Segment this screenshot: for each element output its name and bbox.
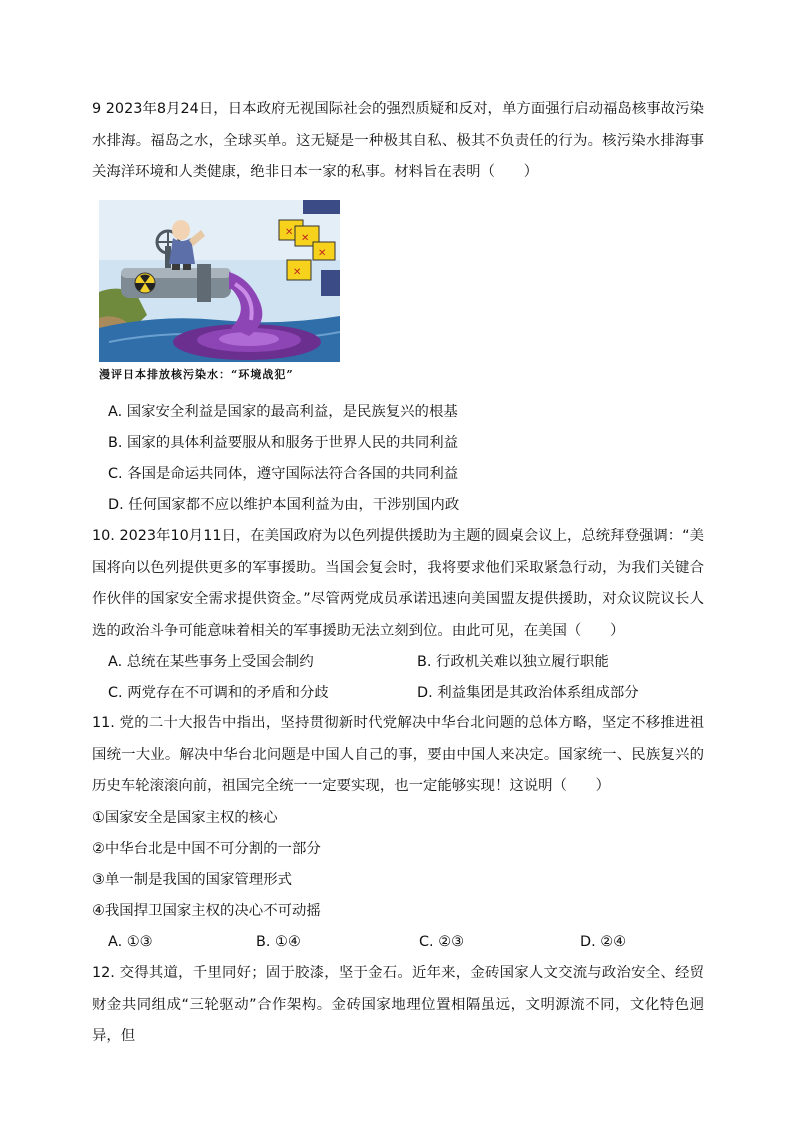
question-12-stem: 12. 交得其道，千里同好；固于胶漆，坚于金石。近年来，金砖国家人文交流与政治安全、经贸财金共同组成“三轮驱动”合作架构。金砖国家地理位置相隔虽远，文明源流不同，文化特色迥异，但	[92, 965, 704, 1044]
q9-option-a[interactable]: A. 国家安全利益是国家的最高利益，是民族复兴的根基	[108, 404, 458, 420]
q11-option-a[interactable]: A. ①③	[108, 934, 153, 950]
q11-option-d[interactable]: D. ②④	[580, 934, 627, 950]
q9-option-c[interactable]: C. 各国是命运共同体，遵守国际法符合各国的共同利益	[108, 466, 459, 482]
q10-option-b[interactable]: B. 行政机关难以独立履行职能	[417, 654, 609, 670]
q11-option-c[interactable]: C. ②③	[419, 934, 464, 950]
svg-text:✕: ✕	[285, 227, 294, 238]
q10-option-a[interactable]: A. 总统在某些事务上受国会制约	[108, 654, 314, 670]
question-10-stem: 10. 2023年10月11日，在美国政府为以色列提供援助为主题的圆桌会议上，总统拜登强调：“美国将向以色列提供更多的军事援助。当国会复会时，我将要求他们采取紧急行动，为我们关键合作伙伴的国家安全需求提供资金。”尽管两党成员承诺迅速向美国盟友提供援助，对众议院议长人选的政治斗争可能意味着相关的军事援助无法立刻到位。由此可见，在美国（ ）	[92, 528, 704, 639]
svg-text:✕: ✕	[301, 233, 310, 244]
figure-caption: 漫评日本排放核污染水：“环境战犯”	[99, 368, 294, 381]
question-9-stem: 9 2023年8月24日，日本政府无视国际社会的强烈质疑和反对，单方面强行启动福岛核事故污染水排海。福岛之水，全球买单。这无疑是一种极其自私、极其不负责任的行为。核污染水排海事关海洋环境和人类健康，绝非日本一家的私事。材料旨在表明（ ）	[92, 101, 704, 180]
q10-option-c[interactable]: C. 两党存在不可调和的矛盾和分歧	[108, 685, 329, 701]
question-11-stem: 11. 党的二十大报告中指出，坚持贯彻新时代党解决中华台北问题的总体方略，坚定不移推进祖国统一大业。解决中华台北问题是中国人自己的事，要由中国人来决定。国家统一、民族复兴的历史车轮滚滚向前，祖国完全统一一定要实现，也一定能够实现！这说明（ ）	[92, 715, 704, 794]
q11-item-4: ④我国捍卫国家主权的决心不可动摇	[92, 903, 321, 919]
nuclear-wastewater-cartoon	[99, 200, 340, 362]
q11-item-3: ③单一制是我国的国家管理形式	[92, 872, 292, 888]
q9-option-b[interactable]: B. 国家的具体利益要服从和服务于世界人民的共同利益	[108, 435, 459, 451]
q9-option-d[interactable]: D. 任何国家都不应以维护本国利益为由，干涉别国内政	[108, 497, 460, 513]
q11-item-1: ①国家安全是国家主权的核心	[92, 810, 278, 826]
q10-option-d[interactable]: D. 利益集团是其政治体系组成部分	[417, 685, 639, 701]
q11-item-2: ②中华台北是中国不可分割的一部分	[92, 841, 321, 857]
q11-option-b[interactable]: B. ①④	[256, 934, 301, 950]
svg-text:✕: ✕	[318, 248, 327, 259]
svg-text:✕: ✕	[293, 267, 302, 278]
